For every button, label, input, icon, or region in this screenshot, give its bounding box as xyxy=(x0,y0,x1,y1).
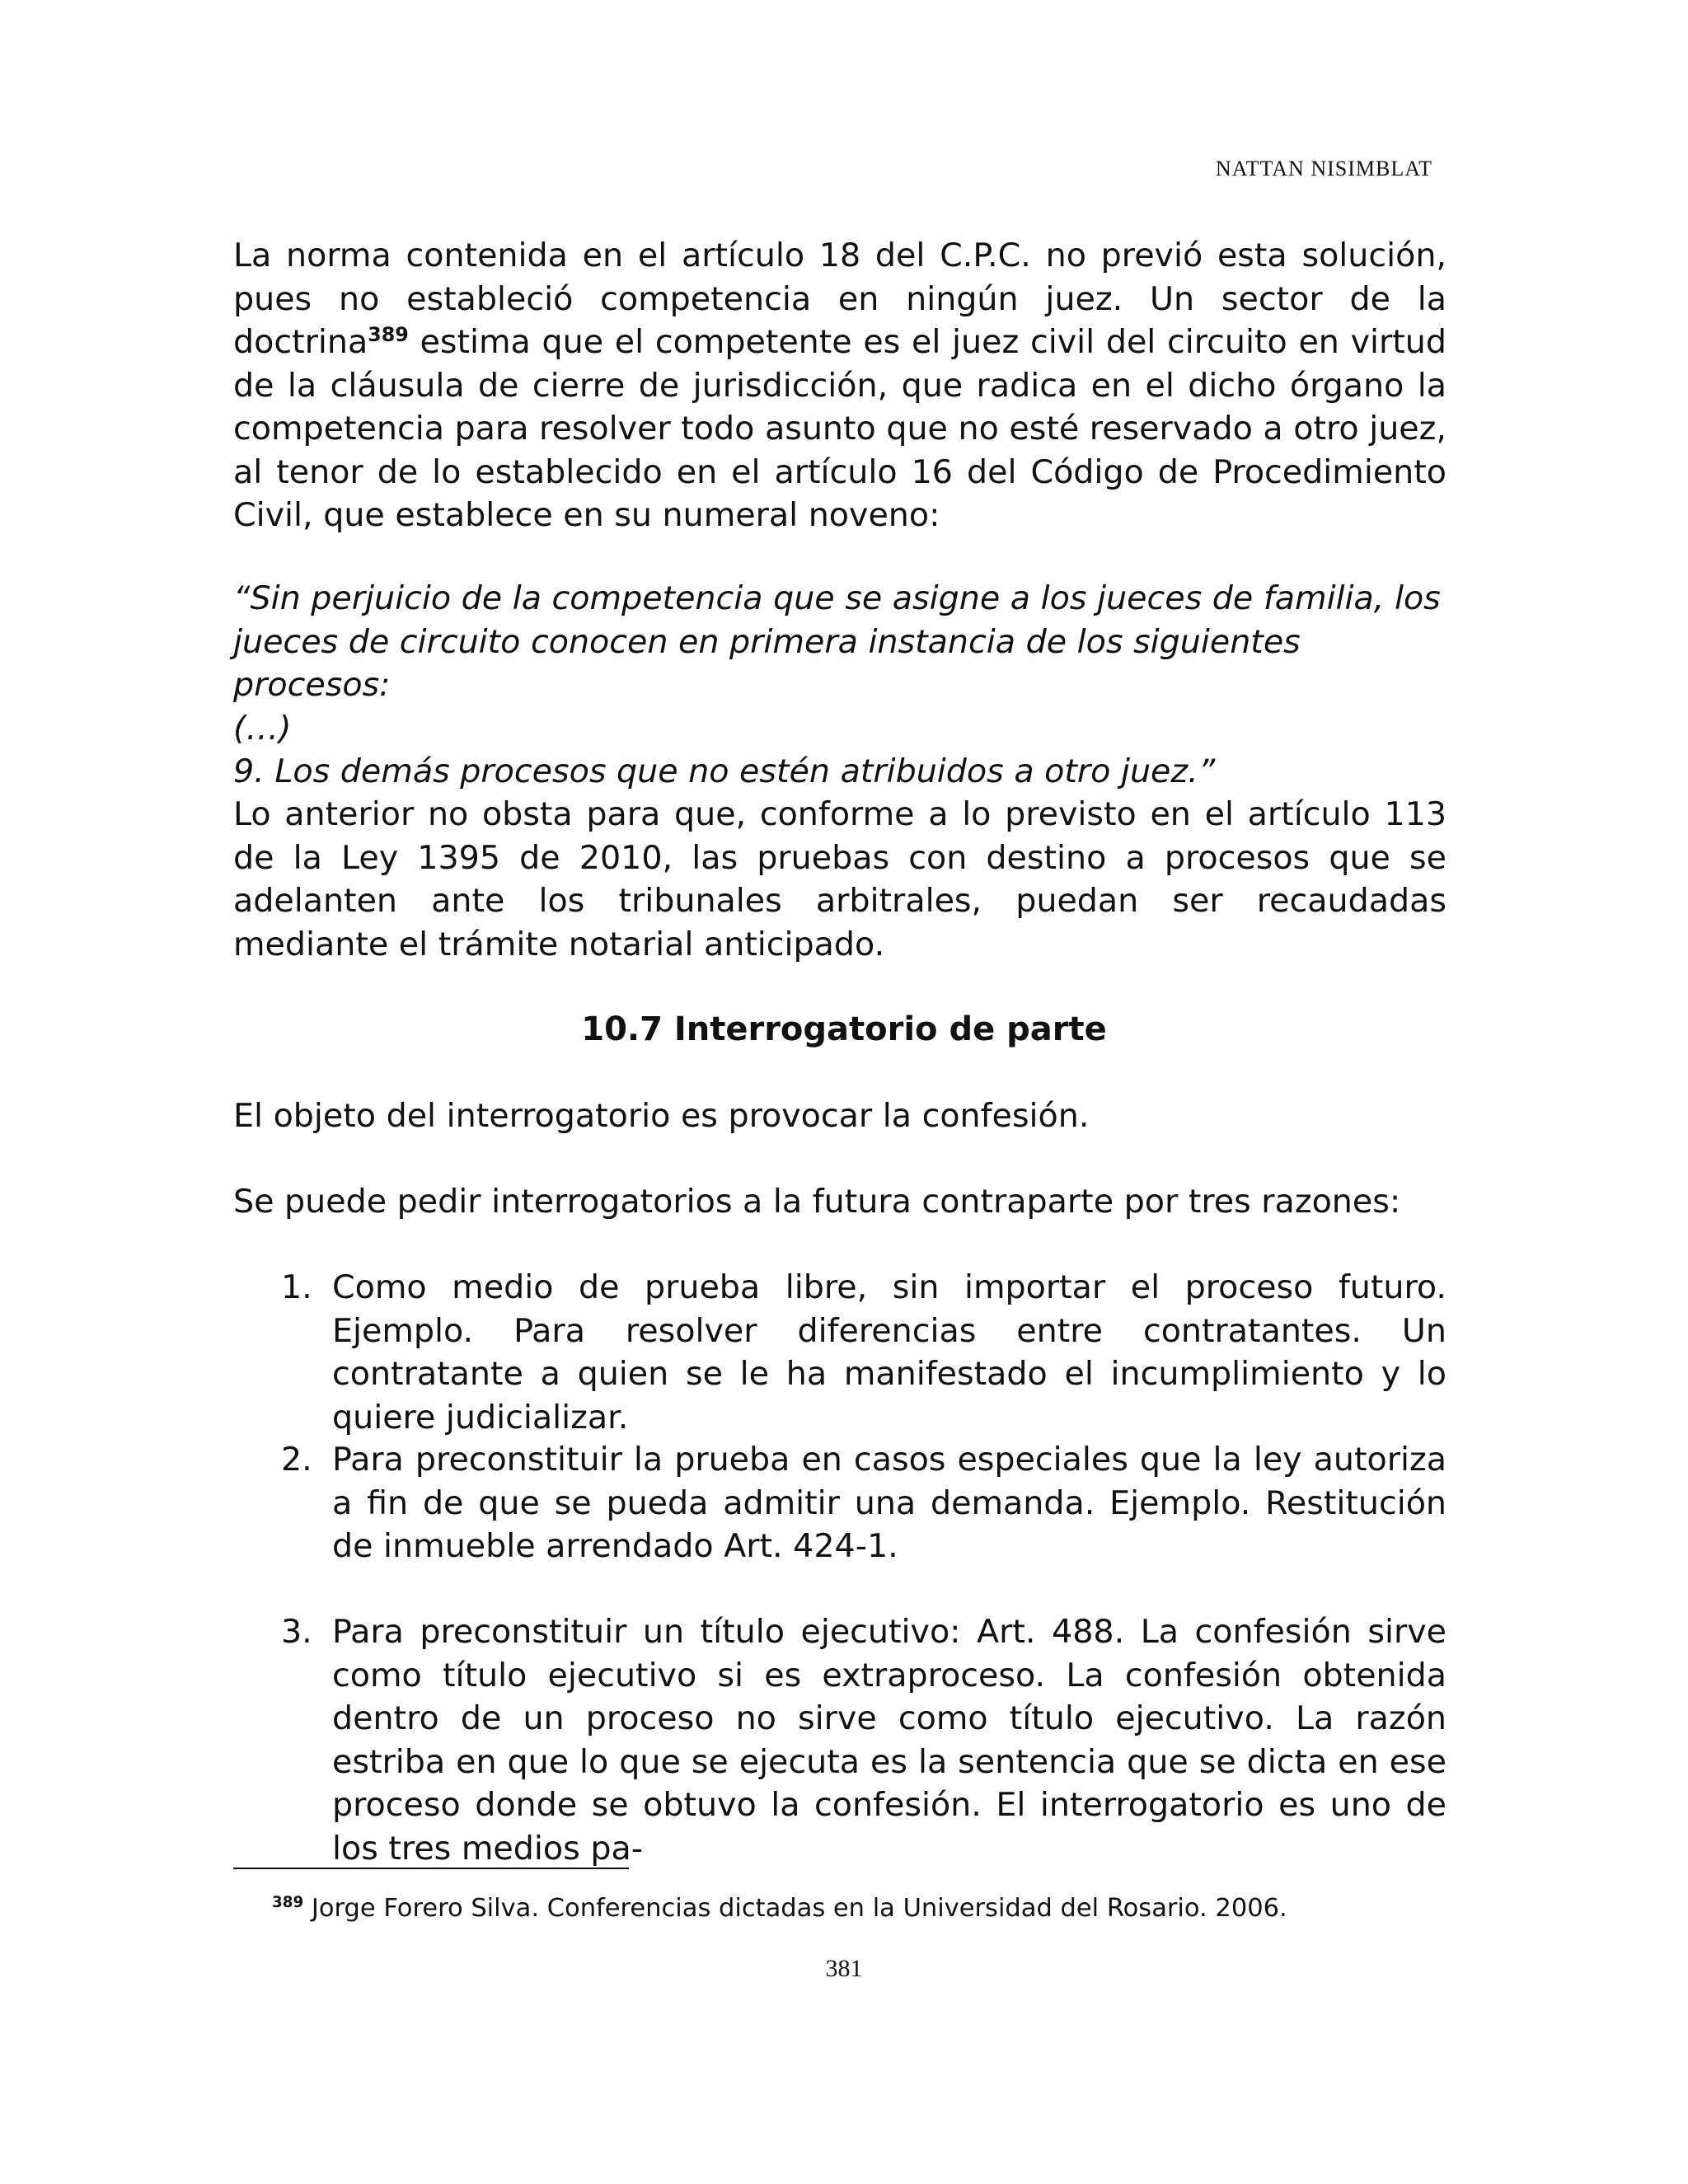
list-item xyxy=(233,1266,1447,1439)
footnote xyxy=(272,1892,1287,1925)
list-item-number: 1. xyxy=(281,1268,312,1306)
list-item-number: 3. xyxy=(281,1613,312,1651)
paragraph-tribunales-arbitrales: Lo anterior no obsta para que, conforme a lo previsto en el artículo 113 de la Ley 1395 de 2010, las pruebas con destino a procesos que se adelanten ante los tribunales arbitrales, puedan ser recaudadas mediante el trámite notarial anticipado. xyxy=(233,795,1447,963)
list-item-number: 2. xyxy=(281,1441,312,1479)
page-number: 381 xyxy=(825,1955,863,1982)
list-item xyxy=(233,1610,1447,1870)
list-item-text: Como medio de prueba libre, sin importar el proceso futuro. Ejemplo. Para resolver diferencias entre contratantes. Un contratante a quien se le ha manifestado el incumplimiento y lo quiere judicializar. xyxy=(332,1268,1447,1436)
legal-quote xyxy=(233,577,1447,794)
paragraph-text: estima que el competente es el juez civil del circuito en virtud de la cláusula de cierre de jurisdicción, que radica en el dicho órgano la competencia para resolver todo asunto que no esté reservado a otro juez, al tenor de lo establecido en el artículo 16 del Código de Procedimiento Civil, que establece en su numeral noveno: xyxy=(233,323,1447,534)
footnote-reference: 389 xyxy=(368,322,409,346)
quote-line: jueces de circuito conocen en primera instancia de los siguientes procesos: xyxy=(233,622,1301,704)
list-item xyxy=(233,1438,1447,1568)
quote-line: (…) xyxy=(233,709,292,748)
list-item-text: Para preconstituir la prueba en casos especiales que la ley autoriza a fin de que se pueda admitir una demanda. Ejemplo. Restitución de inmueble arrendado Art. 424-1. xyxy=(332,1441,1447,1565)
footnote-marker: 389 xyxy=(272,1893,304,1911)
running-header-author: NATTAN NISIMBLAT xyxy=(1215,157,1432,180)
section-heading: 10.7 Interrogatorio de parte xyxy=(581,1010,1107,1048)
footnote-divider xyxy=(233,1868,629,1869)
quote-line: 9. Los demás procesos que no estén atribuidos a otro juez.” xyxy=(233,752,1216,790)
list-item-text: Para preconstituir un título ejecutivo: Art. 488. La confesión sirve como título ejecutivo si es extraproceso. La confesión obtenida dentro de un proceso no sirve como título ejecutivo. La razón estriba en que lo que se ejecuta es la sentencia que se dicta en ese proceso donde se obtuvo la confesión. El interrogatorio es uno de los tres medios pa- xyxy=(332,1613,1447,1868)
footnote-text: Jorge Forero Silva. Conferencias dictadas en la Universidad del Rosario. 2006. xyxy=(303,1894,1287,1923)
paragraph-text: La norma contenida en el artículo 18 del C.P.C. no previó esta solución, pues no estableció competencia en ningún juez. Un sector de la doctrina xyxy=(233,237,1447,361)
quote-line: “Sin perjuicio de la competencia que se asigne a los jueces de familia, los xyxy=(233,579,1441,617)
paragraph-competencia xyxy=(233,234,1447,537)
paragraph-razones-intro: Se puede pedir interrogatorios a la futura contraparte por tres razones: xyxy=(233,1183,1401,1221)
paragraph-objeto: El objeto del interrogatorio es provocar la confesión. xyxy=(233,1097,1090,1135)
